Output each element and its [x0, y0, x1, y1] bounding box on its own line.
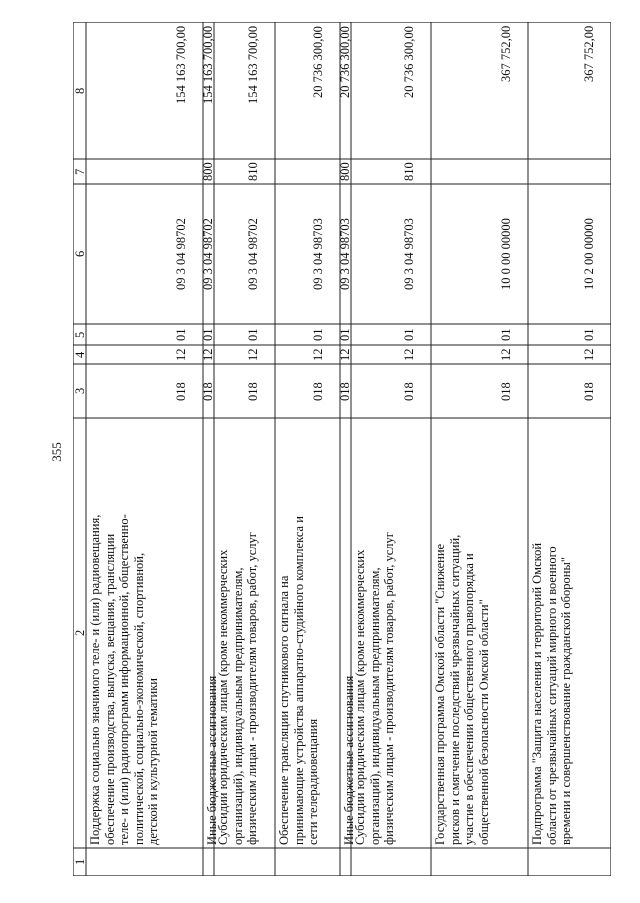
header-col-1: 1 [73, 858, 87, 865]
row-3-col-3: 018 [310, 381, 325, 401]
row-7-col-3: 018 [581, 381, 596, 401]
row-5-col-8: 20 736 300,00 [401, 26, 416, 98]
header-col-5: 5 [73, 331, 87, 338]
row-1-col-7: 800 [201, 162, 215, 181]
row-7-col-8: 367 752,00 [581, 25, 596, 82]
row-5-col-4: 12 [401, 348, 416, 361]
row-2-description: Субсидии юридическим лицам (кроме некоммерческих организаций), индивидуальным предпринимателям, физическим лицам - производителям товаров, работ, услуг [216, 532, 259, 845]
row-5-col-6: 09 3 04 98703 [401, 218, 416, 290]
row-6-description: Государственная программа Омской области "Снижение рисков и смягчение последствий чрезвычайных ситуаций, участие в обеспечении общественного правопорядка и общественной безопасности Омской области" [433, 534, 491, 845]
header-col-8: 8 [73, 87, 87, 94]
row-1-col-4: 12 [201, 348, 215, 361]
row-6-col-4: 12 [498, 348, 513, 361]
row-6-col-8: 367 752,00 [498, 25, 513, 82]
row-7-col-6: 10 2 00 00000 [581, 218, 596, 290]
row-1-col-8: 154 163 700,00 [201, 25, 215, 104]
row-1-col-5: 01 [201, 328, 215, 341]
row-4-col-8: 20 736 300,00 [338, 26, 352, 98]
header-col-3: 3 [73, 387, 87, 394]
row-3-col-4: 12 [310, 348, 325, 361]
row-0-col-3: 018 [173, 381, 188, 401]
row-3-col-6: 09 3 04 98703 [310, 218, 325, 290]
row-7-col-5: 01 [581, 328, 596, 341]
row-0-col-6: 09 3 04 98702 [173, 218, 188, 290]
row-5-col-3: 018 [401, 381, 416, 401]
row-4-col-5: 01 [338, 328, 352, 341]
row-1-description: Иные бюджетные ассигнования [205, 675, 219, 845]
row-6-col-3: 018 [498, 381, 513, 401]
row-4-description: Иные бюджетные ассигнования [342, 675, 356, 845]
page-number: 355 [49, 442, 64, 462]
budget-table [73, 22, 611, 876]
row-7-col-4: 12 [581, 348, 596, 361]
row-4-col-3: 018 [338, 381, 352, 401]
row-2-col-3: 018 [245, 381, 260, 401]
row-2-col-4: 12 [245, 348, 260, 361]
row-5-description: Субсидии юридическим лицам (кроме некоммерческих организаций), индивидуальным предпринимателям, физическим лицам - производителям товаров, работ, услуг [353, 532, 396, 845]
row-2-col-8: 154 163 700,00 [245, 25, 260, 104]
row-3-col-5: 01 [310, 328, 325, 341]
row-0-description: Поддержка социально значимого теле- и (или) радиовещания, обеспечение производства, выпуска, вещания, трансляции теле- и (или) радиопрограмм информационной, общественно- политической, социально-экономической, спортивной, детской и культурной тематики [88, 514, 160, 845]
row-3-description: Обеспечение трансляции спутникового сигнала на принимающие устройства аппаратно-студийного комплекса и сети телерадиовещания [277, 516, 320, 845]
row-3-col-8: 20 736 300,00 [310, 26, 325, 98]
row-2-col-6: 09 3 04 98702 [245, 218, 260, 290]
row-0-col-4: 12 [173, 348, 188, 361]
row-2-col-7: 810 [245, 162, 260, 181]
header-col-2: 2 [73, 629, 87, 636]
row-2-col-5: 01 [245, 328, 260, 341]
row-6-col-6: 10 0 00 00000 [498, 218, 513, 290]
row-4-col-4: 12 [338, 348, 352, 361]
row-1-col-6: 09 3 04 98702 [201, 218, 215, 290]
row-4-col-6: 09 3 04 98703 [338, 218, 352, 290]
header-col-4: 4 [73, 351, 87, 358]
header-col-7: 7 [73, 168, 87, 175]
row-0-col-5: 01 [173, 328, 188, 341]
row-1-col-3: 018 [201, 381, 215, 401]
row-7-description: Подпрограмма "Защита населения и территорий Омской области от чрезвычайных ситуаций мирного и военного времени и совершенствование гражданской обороны" [530, 542, 573, 845]
header-col-6: 6 [73, 250, 87, 257]
row-5-col-5: 01 [401, 328, 416, 341]
row-5-col-7: 810 [401, 162, 416, 181]
row-6-col-5: 01 [498, 328, 513, 341]
row-4-col-7: 800 [338, 162, 352, 181]
row-0-col-8: 154 163 700,00 [173, 25, 188, 104]
